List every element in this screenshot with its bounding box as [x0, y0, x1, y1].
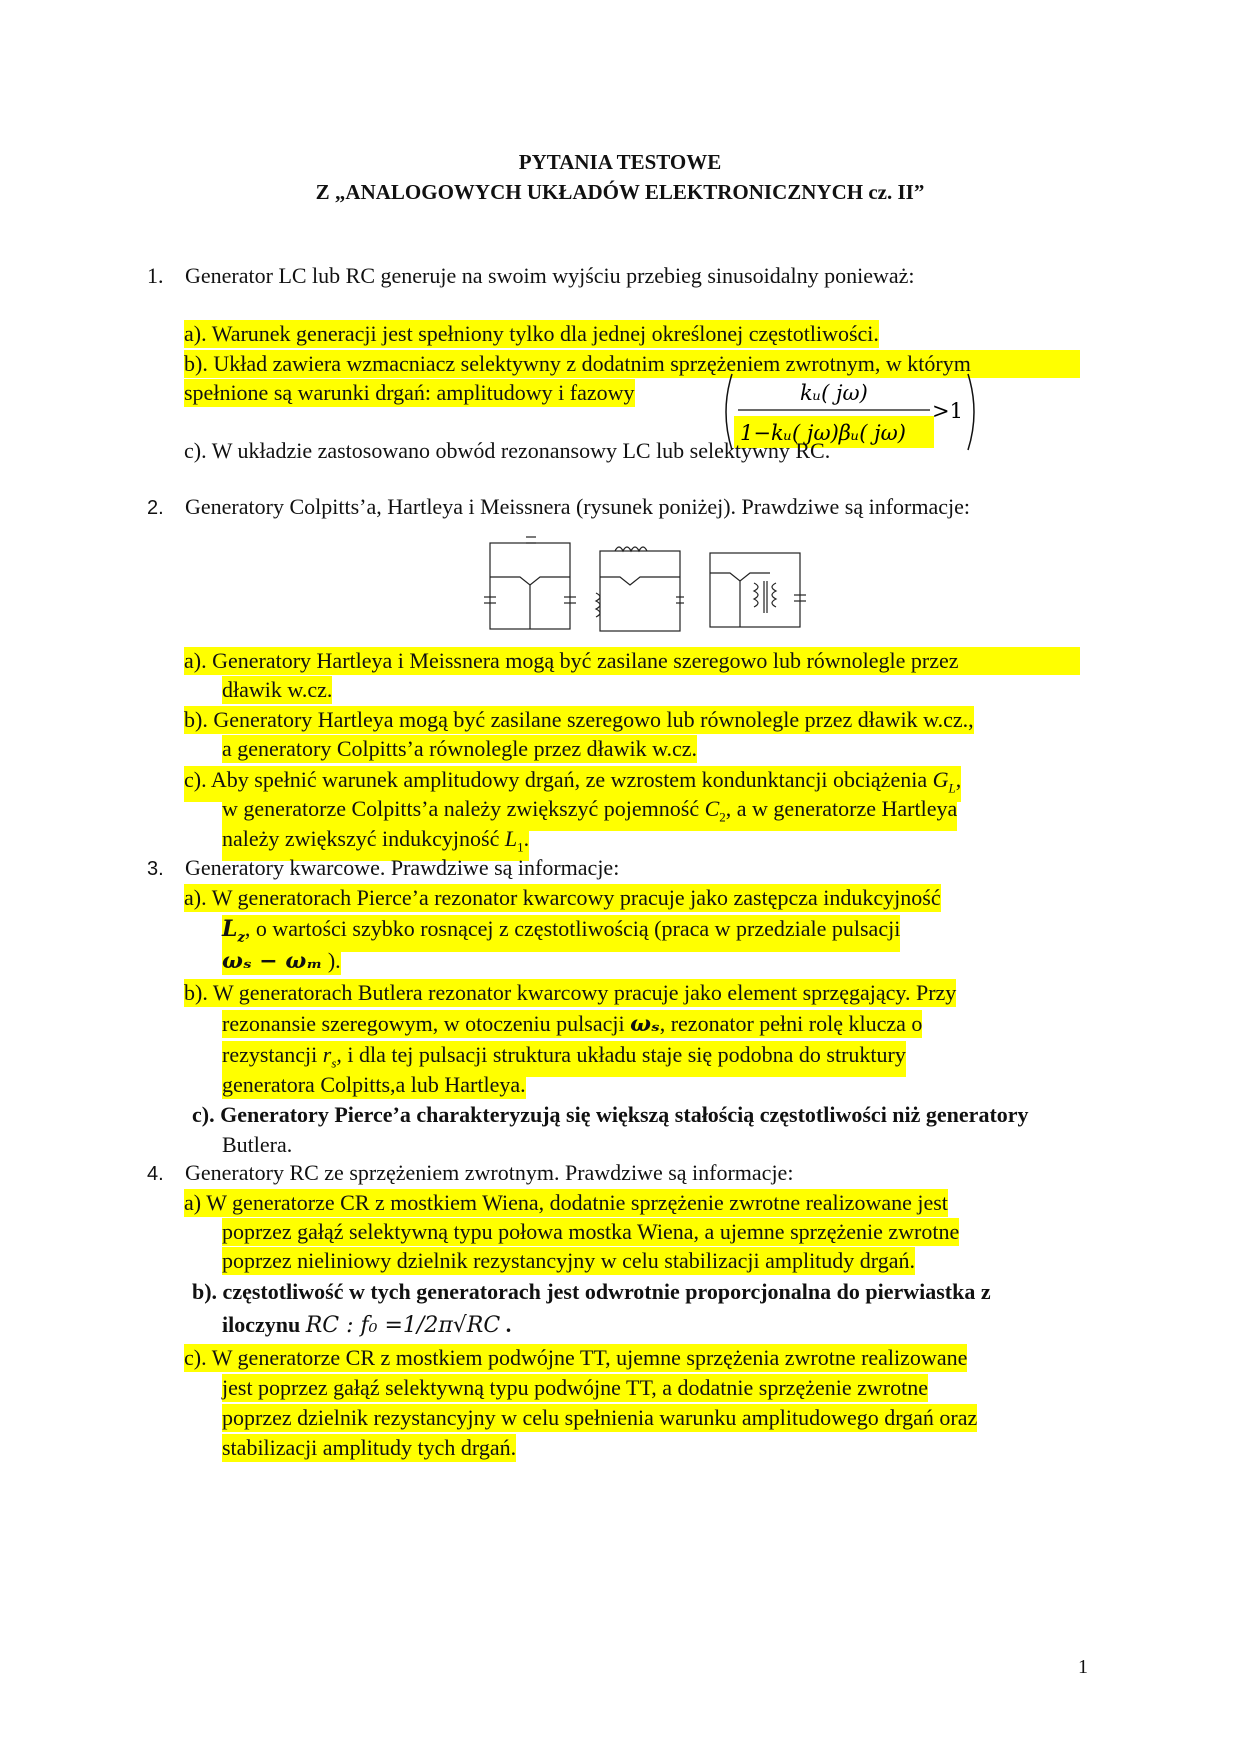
frequency-formula: RC : f₀ =1/2π√RC [305, 1313, 501, 1338]
subscript: 1 [517, 839, 524, 855]
answer-c-line4: stabilizacji amplitudy tych drgań. [222, 1435, 517, 1460]
question-number: 4. [147, 1163, 164, 1185]
symbol-r: r [322, 1042, 332, 1067]
question-text: Generator LC lub RC generuje na swoim wyjściu przebieg sinusoidalny ponieważ: [185, 263, 915, 288]
subscript: s [331, 1055, 337, 1071]
text: należy zwiększyć indukcyjność [222, 826, 505, 851]
question-number: 1. [147, 263, 164, 288]
question-number: 3. [147, 858, 164, 880]
answer-a-line1: a). Generatory Hartleya i Meissnera mogą być zasilane szeregowo lub równolegle przez [184, 647, 1080, 675]
text: w generatorze Colpitts’a należy zwiększyć pojemność [222, 796, 705, 821]
answer-b-line1: b). W generatorach Butlera rezonator kwarcowy pracuje jako element sprzęgający. Przy [184, 980, 957, 1005]
formula-rhs: >1 [932, 399, 963, 423]
symbol-c: C [704, 796, 720, 821]
page-number: 1 [1078, 1656, 1088, 1678]
text: iloczynu [222, 1312, 306, 1337]
symbol-lz: L [222, 916, 238, 942]
subscript: 2 [719, 809, 726, 825]
answer-b-line1: b). Generatory Hartleya mogą być zasilane szeregowo lub równolegle przez dławik w.cz., [184, 707, 974, 732]
answer-a-line3 [222, 947, 341, 975]
question-3 [147, 855, 619, 881]
question-text: Generatory Colpitts’a, Hartleya i Meissnera (rysunek poniżej). Prawdziwe są informacje: [185, 494, 971, 519]
hartley-circuit [596, 547, 684, 631]
answer-a-line1: a). W generatorach Pierce’a rezonator kwarcowy pracuje jako zastępcza indukcyjność [184, 885, 941, 910]
answer-a-line1: a) W generatorze CR z mostkiem Wiena, dodatnie sprzężenie zwrotne realizowane jest [184, 1190, 948, 1215]
text: rezystancji [222, 1042, 323, 1067]
answer-a-line3: poprzez nieliniowy dzielnik rezystancyjny w celu stabilizacji amplitudy drgań. [222, 1248, 915, 1273]
text-end: . [523, 826, 530, 851]
pulsation-range: ωₛ − ωₘ [222, 948, 323, 974]
title-line-1: PYTANIA TESTOWE [518, 150, 722, 174]
text-end: , i dla tej pulsacji struktura układu staje się podobna do struktury [336, 1042, 906, 1067]
title-line-2: Z „ANALOGOWYCH UKŁADÓW ELEKTRONICZNYCH cz. II” [315, 180, 925, 204]
symbol-g: G [932, 767, 949, 792]
answer-b-line4: generatora Colpitts,a lub Hartleya. [222, 1072, 526, 1097]
text-end: , [955, 767, 962, 792]
answer-a-line2: dławik w.cz. [222, 677, 333, 702]
answer-c: c). W układzie zastosowano obwód rezonansowy LC lub selektywny RC. [184, 438, 831, 463]
subscript: z [237, 930, 245, 946]
formula-denominator: 1−kᵤ( jω)βᵤ( jω) [740, 421, 906, 445]
question-2 [147, 494, 970, 520]
answer-c-line1: c). Generatory Pierce’a charakteryzują się większą stałością częstotliwości niż generatory [192, 1102, 1029, 1127]
answer-a-line2: poprzez gałąź selektywną typu połowa mostka Wiena, a ujemne sprzężenie zwrotne [222, 1219, 960, 1244]
text: ). [322, 948, 341, 973]
answer-c-line2: Butlera. [222, 1132, 293, 1157]
answer-b-line2: a generatory Colpitts’a równolegle przez dławik w.cz. [222, 736, 698, 761]
question-text: Generatory RC ze sprzężeniem zwrotnym. Prawdziwe są informacje: [185, 1160, 794, 1185]
text-end: . [500, 1312, 512, 1337]
answer-b-line1: b). częstotliwość w tych generatorach jest odwrotnie proporcjonalna do pierwiastka z [192, 1279, 991, 1304]
answer-c-line1: c). W generatorze CR z mostkiem podwójne TT, ujemne sprzężenia zwrotne realizowane [184, 1345, 968, 1370]
answer-c-line2: jest poprzez gałąź selektywną typu podwójne TT, a dodatnie sprzężenie zwrotne [222, 1375, 928, 1400]
question-text: Generatory kwarcowe. Prawdziwe są informacje: [185, 855, 620, 880]
text: , o wartości szybko rosnącej z częstotliwością (praca w przedziale pulsacji [244, 916, 901, 941]
question-4 [147, 1160, 793, 1186]
answer-b-line1: b). Układ zawiera wzmacniacz selektywny z dodatnim sprzężeniem zwrotnym, w którym [184, 350, 1080, 378]
answer-b-line2 [222, 1311, 511, 1340]
answer-a: a). Warunek generacji jest spełniony tylko dla jednej określonej częstotliwości. [184, 321, 879, 346]
answer-c-line3: poprzez dzielnik rezystancyjny w celu spełnienia warunku amplitudowego drgań oraz [222, 1405, 978, 1430]
symbol-omega-s: ωₛ [630, 1011, 660, 1037]
text: rezonansie szeregowym, w otoczeniu pulsacji [222, 1011, 631, 1036]
symbol-l: L [504, 826, 518, 851]
colpitts-circuit [484, 537, 576, 629]
question-number: 2. [147, 497, 164, 519]
formula-numerator: kᵤ( jω) [800, 381, 868, 405]
text: c). Aby spełnić warunek amplitudowy drgań, ze wzrostem kondunktancji obciążenia [184, 767, 933, 792]
meissner-circuit [710, 553, 806, 627]
oscillator-circuit-diagrams [480, 533, 820, 641]
right-paren [968, 374, 974, 450]
subscript: L [948, 780, 956, 796]
question-1 [147, 263, 915, 289]
answer-b-line2 [222, 1010, 922, 1038]
answer-b-line2: spełnione są warunki drgań: amplitudowy i fazowy [184, 380, 635, 405]
text-end: , rezonator pełni rolę klucza o [659, 1011, 923, 1036]
text-end: , a w generatorze Hartleya [725, 796, 958, 821]
